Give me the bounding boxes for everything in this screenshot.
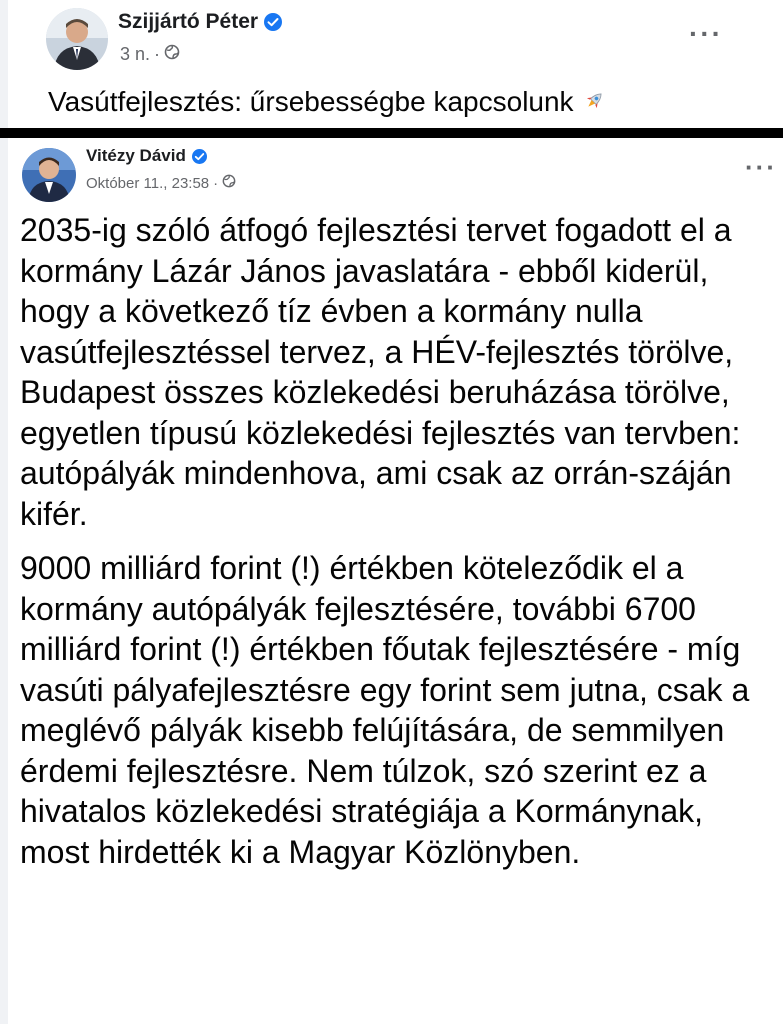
author-name-text[interactable]: Szijjártó Péter (118, 10, 259, 33)
post-paragraph-2: 9000 milliárd forint (!) értékben köteleződik el a kormány autópályák fejlesztésére, további 6700 milliárd forint (!) értékben főutak fejlesztésére - míg vasúti pályafejlesztésre egy forint sem jutna, csak a meglévő pályák kisebb felújítására, de semmilyen érdemi fejlesztésre. Nem túlzok, szó szerint ez a hivatalos közlekedési stratégiája a Kormánynak, most hirdették ki a Magyar Közlönyben. (20, 550, 750, 870)
avatar[interactable] (22, 148, 76, 202)
verified-badge-icon (264, 13, 282, 31)
post-meta (86, 174, 236, 192)
verified-badge-icon (192, 149, 207, 164)
post-text-content: Vasútfejlesztés: űrsebességbe kapcsolunk (48, 86, 574, 117)
post-vitezy (8, 138, 783, 1024)
post-text (48, 86, 606, 120)
post-time[interactable]: Október 11., 23:58 (86, 174, 210, 192)
author-name[interactable] (118, 10, 282, 34)
meta-separator: · (154, 44, 161, 64)
more-options-button[interactable]: ··· (745, 152, 777, 182)
divider (0, 128, 783, 138)
post-paragraph-1: 2035-ig szóló átfogó fejlesztési tervet fogadott el a kormány Lázár János javaslatára - ebből kiderül, hogy a következő tíz évben a kormány nulla vasútfejlesztéssel tervez, a HÉV-fejlesztés törölve, Budapest összes közlekedési beruházása törölve, egyetlen típusú közlekedési fejlesztés van tervben: autópályák mindenhova, ami csak az orrán-száján kifér. (20, 212, 741, 532)
post-szijjarto (8, 0, 783, 128)
avatar[interactable] (46, 8, 108, 70)
post-meta (120, 44, 180, 65)
author-name[interactable] (86, 146, 207, 166)
globe-icon (222, 174, 236, 192)
rocket-icon (582, 88, 606, 120)
more-options-button[interactable]: ··· (689, 18, 723, 49)
globe-icon (164, 44, 180, 65)
post-time[interactable]: 3 n. (120, 44, 151, 64)
meta-separator: · (213, 174, 219, 192)
author-name-text[interactable]: Vitézy Dávid (86, 146, 186, 165)
post-body (20, 210, 780, 872)
